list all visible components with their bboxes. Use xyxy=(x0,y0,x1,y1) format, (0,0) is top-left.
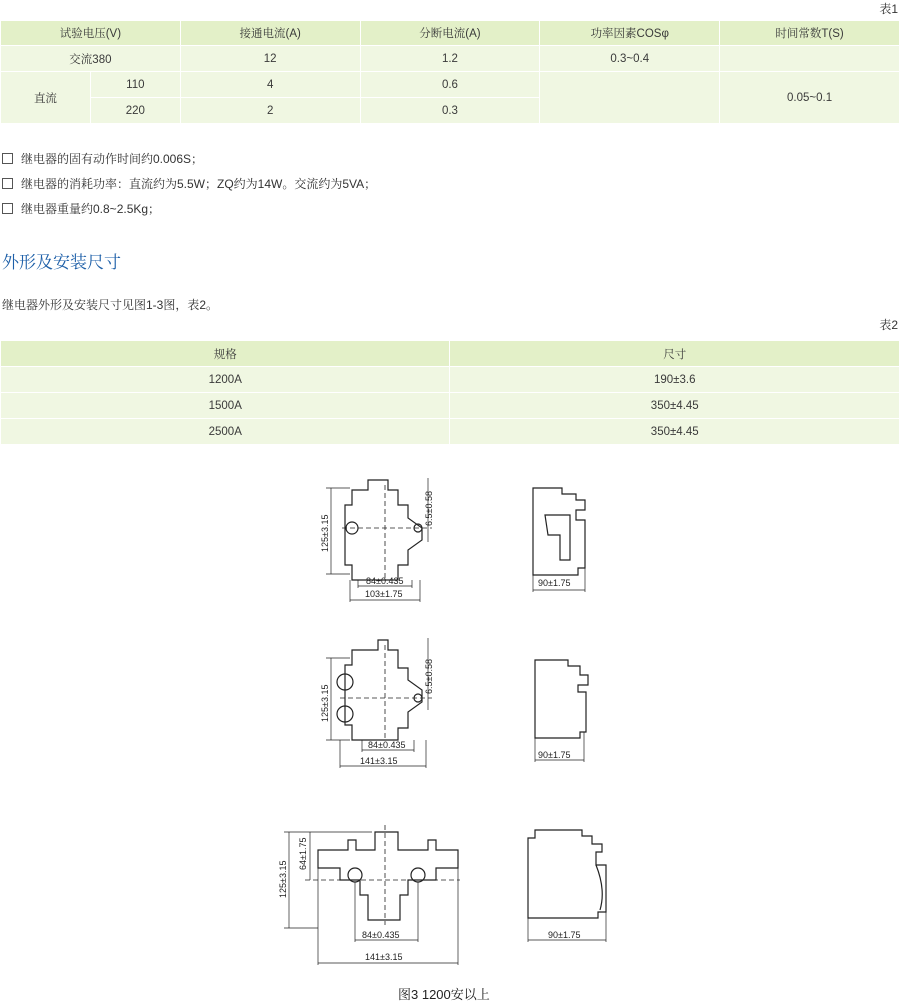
fig3-side-view xyxy=(528,830,606,918)
dc-break-1: 0.6 xyxy=(360,72,540,98)
header-time: 时间常数T(S) xyxy=(720,21,900,46)
fig1-side-width-label: 90±1.75 xyxy=(538,578,571,588)
fig3-front-view xyxy=(318,832,458,920)
ac-make: 12 xyxy=(180,46,360,72)
dc-pf xyxy=(540,72,720,124)
spec-1: 1200A xyxy=(1,367,450,393)
ac-label: 交流380 xyxy=(1,46,181,72)
table1-label: 表1 xyxy=(879,2,898,16)
header-break: 分断电流(A) xyxy=(360,21,540,46)
spec-2: 1500A xyxy=(1,393,450,419)
size-3: 350±4.45 xyxy=(450,419,900,445)
fig1-side-label: 6.5±0.58 xyxy=(424,491,434,526)
fig1-side-view xyxy=(533,488,585,575)
dc-break-2: 0.3 xyxy=(360,98,540,124)
ac-pf: 0.3~0.4 xyxy=(540,46,720,72)
checkbox-icon xyxy=(2,153,13,164)
fig3-height-label: 125±3.15 xyxy=(278,860,288,898)
fig2-side-view xyxy=(535,660,588,738)
fig3-side-width-label: 90±1.75 xyxy=(548,930,581,940)
fig3-width1-label: 84±0.435 xyxy=(362,930,400,940)
fig3-height2-label: 64±1.75 xyxy=(298,837,308,870)
dc-voltage-1: 110 xyxy=(90,72,180,98)
note-1: 继电器的固有动作时间约0.006S； xyxy=(2,150,203,167)
ac-time xyxy=(720,46,900,72)
header-size: 尺寸 xyxy=(450,341,900,367)
fig2-side-label: 6.5±0.58 xyxy=(424,659,434,694)
header-pf: 功率因素COSφ xyxy=(540,21,720,46)
dc-make-2: 2 xyxy=(180,98,360,124)
header-spec: 规格 xyxy=(1,341,450,367)
fig2-height-label: 125±3.15 xyxy=(320,684,330,722)
fig1-width1-label: 84±0.435 xyxy=(366,576,404,586)
table2-label: 表2 xyxy=(879,318,898,332)
spec-3: 2500A xyxy=(1,419,450,445)
dc-make-1: 4 xyxy=(180,72,360,98)
fig3-width2-label: 141±3.15 xyxy=(365,952,403,962)
size-2: 350±4.45 xyxy=(450,393,900,419)
dc-label: 直流 xyxy=(1,72,91,124)
test-table xyxy=(0,20,900,124)
fig1-height-label: 125±3.15 xyxy=(320,514,330,552)
size-1: 190±3.6 xyxy=(450,367,900,393)
note-3: 继电器重量约0.8~2.5Kg； xyxy=(2,200,160,217)
dc-voltage-2: 220 xyxy=(90,98,180,124)
figure-caption: 图3 1200安以上 xyxy=(398,987,490,1002)
fig2-width1-label: 84±0.435 xyxy=(368,740,406,750)
note-2: 继电器的消耗功率：直流约为5.5W；ZQ约为14W。交流约为5VA； xyxy=(2,175,376,192)
outline-drawings xyxy=(0,470,900,999)
fig1-width2-label: 103±1.75 xyxy=(365,589,403,599)
checkbox-icon xyxy=(2,178,13,189)
fig2-width2-label: 141±3.15 xyxy=(360,756,398,766)
fig2-front-view xyxy=(337,640,422,740)
checkbox-icon xyxy=(2,203,13,214)
fig1-front-view xyxy=(345,480,422,580)
ac-break: 1.2 xyxy=(360,46,540,72)
fig2-side-width-label: 90±1.75 xyxy=(538,750,571,760)
header-make: 接通电流(A) xyxy=(180,21,360,46)
dc-time: 0.05~0.1 xyxy=(720,72,900,124)
intro-text: 继电器外形及安装尺寸见图1-3图，表2。 xyxy=(2,298,219,312)
section-title: 外形及安装尺寸 xyxy=(2,253,121,272)
header-voltage: 试验电压(V) xyxy=(1,21,181,46)
size-table xyxy=(0,340,900,445)
